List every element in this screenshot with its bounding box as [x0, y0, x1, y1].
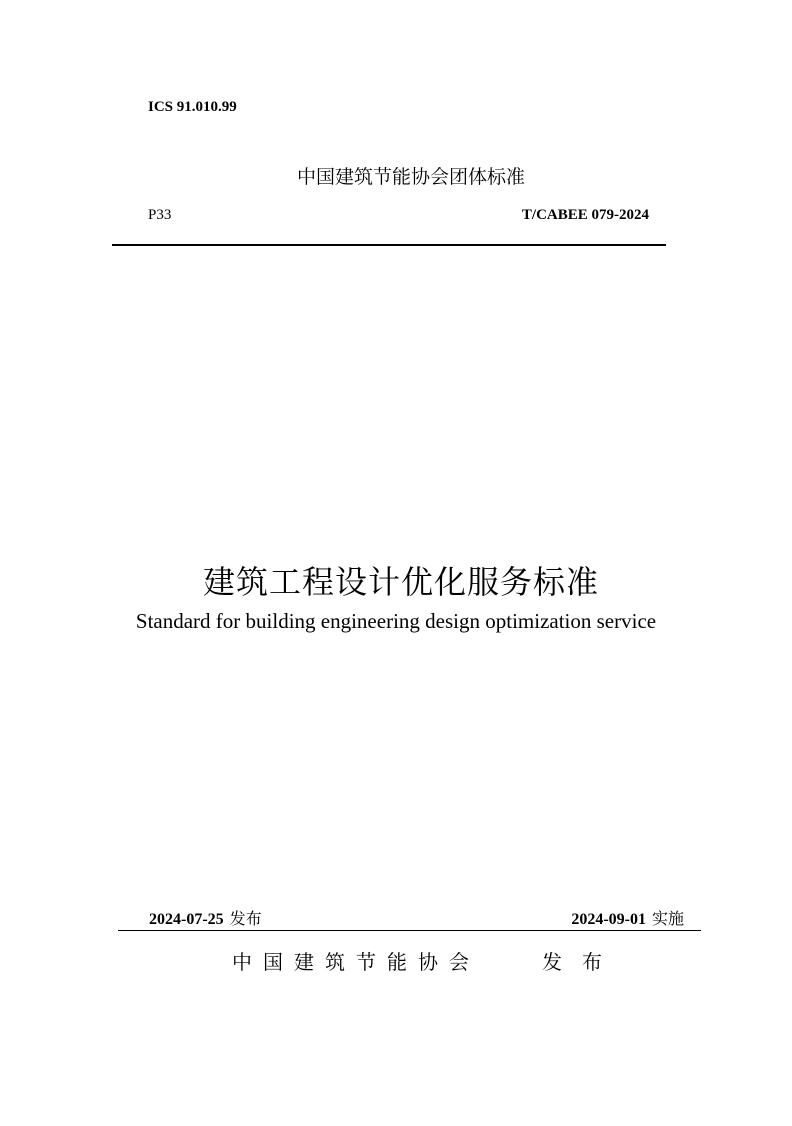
bottom-divider — [118, 930, 701, 931]
document-title-chinese: 建筑工程设计优化服务标准 — [202, 563, 599, 601]
ccs-code: P33 — [148, 207, 172, 223]
implement-date-line — [571, 906, 684, 929]
publish-label: 发布 — [229, 909, 262, 928]
issue-label: 发布 — [542, 950, 622, 974]
implement-date: 2024-09-01 — [571, 911, 646, 928]
association-standard-title: 中国建筑节能协会团体标准 — [296, 166, 525, 188]
top-divider — [112, 244, 666, 246]
publish-date: 2024-07-25 — [149, 911, 224, 928]
document-title-english: Standard for building engineering design optimization service — [135, 609, 657, 633]
issuer-name: 中国建筑节能协会 — [232, 950, 480, 974]
publish-date-line — [149, 906, 262, 929]
standard-number: T/CABEE 079-2024 — [521, 207, 649, 223]
ics-code: ICS 91.010.99 — [148, 99, 237, 115]
implement-label: 实施 — [651, 909, 684, 928]
